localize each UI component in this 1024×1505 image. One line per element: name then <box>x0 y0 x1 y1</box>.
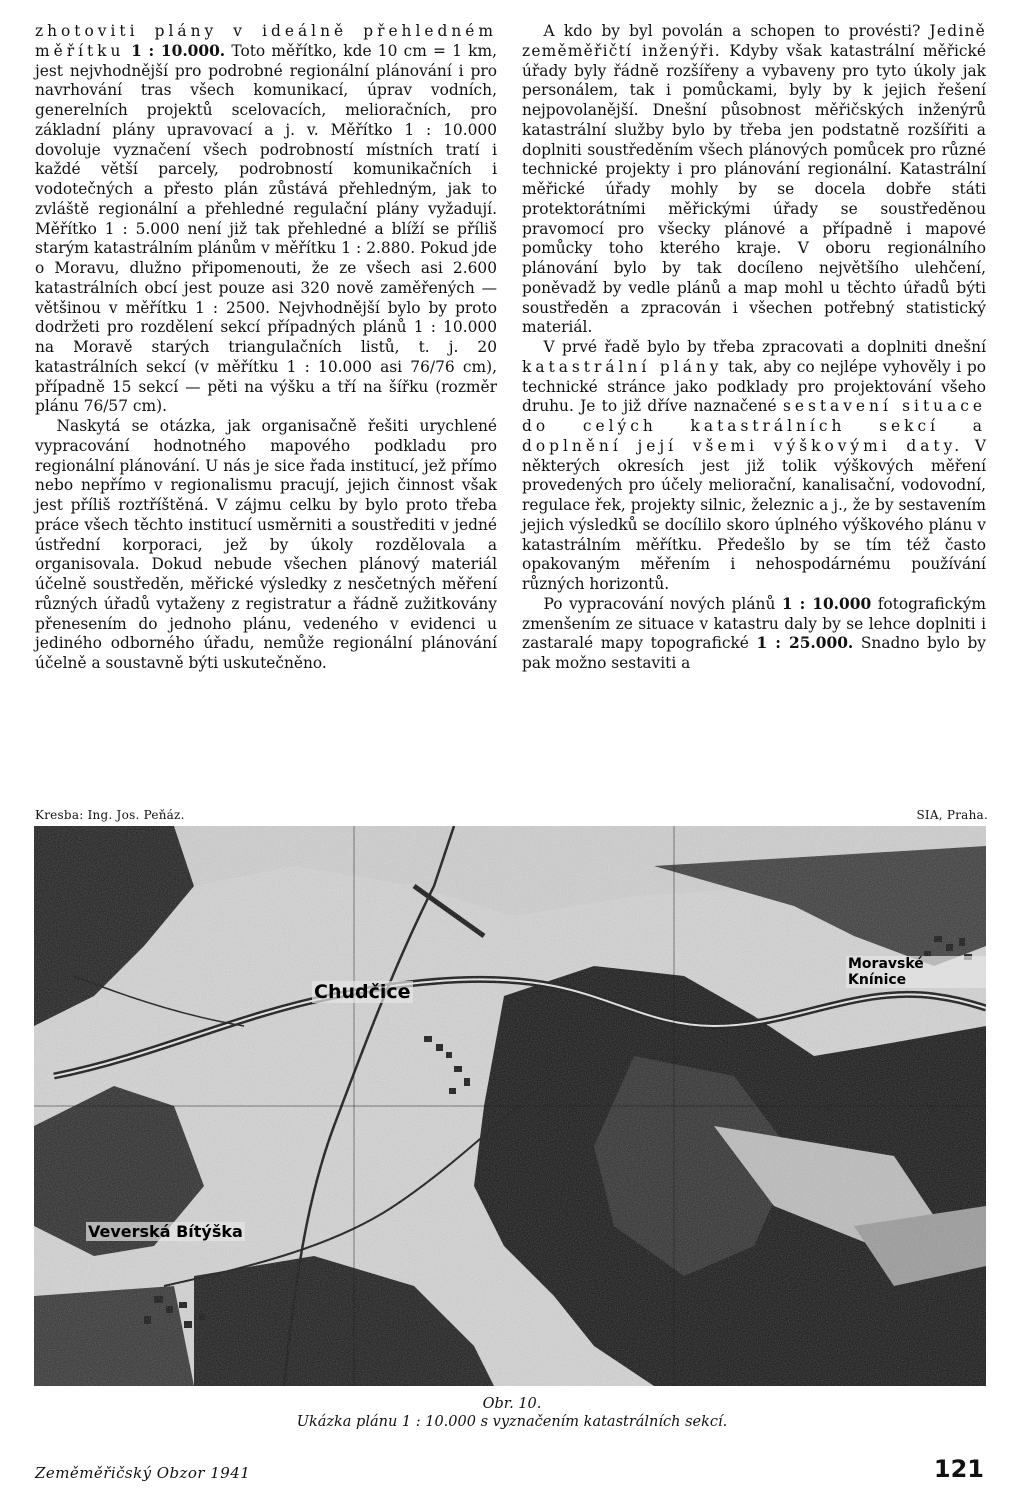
scale-value: 1 : 10.000 <box>781 594 872 613</box>
text-column-right <box>522 22 986 674</box>
spaced-emphasis: sestavení situace do celých katastrálních sekcí a doplnění její všemi výškovými daty. <box>522 397 986 455</box>
paragraph-text: V prvé řadě bylo by třeba zpracovati a doplniti dnešní <box>543 338 986 356</box>
spaced-emphasis: Jedině zeměměřičtí inženýři. <box>522 22 986 60</box>
map-illustration <box>34 826 986 1386</box>
journal-name: Zeměměřičský Obzor 1941 <box>35 1464 251 1482</box>
paragraph <box>522 595 986 674</box>
scale-value: 1 : 25.000. <box>756 634 854 653</box>
figure-caption: Ukázka plánu 1 : 10.000 s vyznačením katastrálních sekcí. <box>296 1414 728 1430</box>
photo-credit: SIA, Praha. <box>916 808 988 822</box>
drawing-credit: Kresba: Ing. Jos. Peňáz. <box>35 808 185 822</box>
map-label-bityska: Veverská Bítýška <box>88 1222 243 1241</box>
paragraph <box>35 22 497 417</box>
paragraph <box>522 22 986 338</box>
paragraph-text: tak, aby co nejlépe vyhověly i po technické stránce jako podklady pro projektování všeho druhu. Je to již dříve naznačené <box>522 357 986 416</box>
paragraph-text: V některých okresích jest již tolik výškových měření provedených pro účely meliorační, kanalisační, vodovodní, regulace řek, projekty silnic, železnic a j., že by sestavením jejich výsledků se docílilo skoro úplného výškového plánu v katastrálním měřítku. Předešlo by se tím též často opakovaným měřením i nehospodárnému používání různých horizontů. <box>522 436 986 593</box>
map-label-kninice: Moravské Knínice <box>846 956 986 988</box>
paragraph-text: fotografickým zmenšením ze situace v katastru daly by se lehce doplniti i zastaralé mapy topografické <box>522 594 986 653</box>
map-label-chudcice: Chudčice <box>314 981 411 1003</box>
paragraph-text: Po vypracování nových plánů <box>543 594 782 613</box>
spaced-emphasis: zhotoviti plány v ideálně přehledném měřítku <box>35 22 497 60</box>
spaced-emphasis: katastrální plány <box>522 357 723 376</box>
paragraph-text: Snadno bylo by pak možno sestaviti a <box>522 634 986 672</box>
figure-number: Obr. 10. <box>482 1396 542 1412</box>
map-figure <box>34 826 986 1386</box>
text-column-left <box>35 22 497 674</box>
page-number: 121 <box>933 1455 984 1483</box>
paragraph: Naskytá se otázka, jak organisačně řešiti urychlené vypracování hodnotného mapového podkladu pro regionální plánování. U nás je sice řada institucí, jež přímo nebo nepřímo v regionalismu pracují, jejich činnost však jest příliš roztříštěná. V zájmu celku by bylo proto třeba práce všech těchto institucí usměrniti a soustřediti v jedné ústřední korporaci, jež by úkoly rozdělovala a organisovala. Dokud nebude všechen plánový materiál účelně soustředěn, měřické výsledky z nesčetných měření různých úřadů vytaženy z registratur a řádně zužitkovány přenesením do jednoho plánu, vedeného v evidenci u jediného odborného úřadu, nemůže regionální plánování účelně a soustavně býti uskutečněno. <box>35 417 497 672</box>
paragraph-text: A kdo by byl povolán a schopen to provésti? <box>543 22 930 40</box>
paragraph-text: Toto měřítko, kde 10 cm = 1 km, jest nejvhodnější pro podrobné regionální plánování i pro navrhování tras všech komunikací, úprav vodních, generelních projektů scelovacích, melioračních, pro základní plány upravovací a j. v. Měřítko 1 : 10.000 dovoluje vyznačení všech podrobností místních tratí i každé větší parcely, podrobností komunikačních i vodotečných a přesto plán zůstává přehledným, jak to zvláště regionální a přehledné regulační plány vyžadují. Měřítko 1 : 5.000 není již tak přehledné a blíží se příliš starým katastrálním plánům v měřítku 1 : 2.880. Pokud jde o Moravu, dlužno připomenouti, že ze všech asi 2.600 katastrálních obcí jest pouze asi 320 nově zaměřených — většinou v měřítku 1 : 2500. Nejvhodnější bylo by proto dodržeti pro rozdělení sekcí případných plánů 1 : 10.000 na Moravě starých triangulačních listů, t. j. 20 katastrálních sekcí (v měřítku 1 : 10.000 asi 76/76 cm), případně 15 sekcí — pěti na výšku a tří na šířku (rozměr plánu 76/57 cm). <box>35 41 497 416</box>
paragraph-text: Kdyby však katastrální měřické úřady byly řádně rozšířeny a vybaveny pro tyto úkoly jak personálem, tak i pomůckami, byly by k jejich řešení nejpovolanější. Dnešní působnost měřičských inženýrů katastrální služby bylo by třeba jen podstatně rozšířiti a doplniti soustředěním všech plánových pomůcek pro různé technické projekty i pro plánování regionální. Katastrální měřické úřady mohly by se docela dobře státi protektorátními měřickými úřady se soustředěnou pravomocí pro všecky plánové a případně i mapové pomůcky toho kterého kraje. V oboru regionálního plánování bylo by tak docíleno největšího ulehčení, poněvadž by vedle plánů a map mohl u těchto úřadů býti soustředěn a zpracován i všechen potřebný statistický materiál. <box>522 41 986 337</box>
paragraph <box>522 338 986 595</box>
scale-value: 1 : 10.000. <box>124 41 226 60</box>
